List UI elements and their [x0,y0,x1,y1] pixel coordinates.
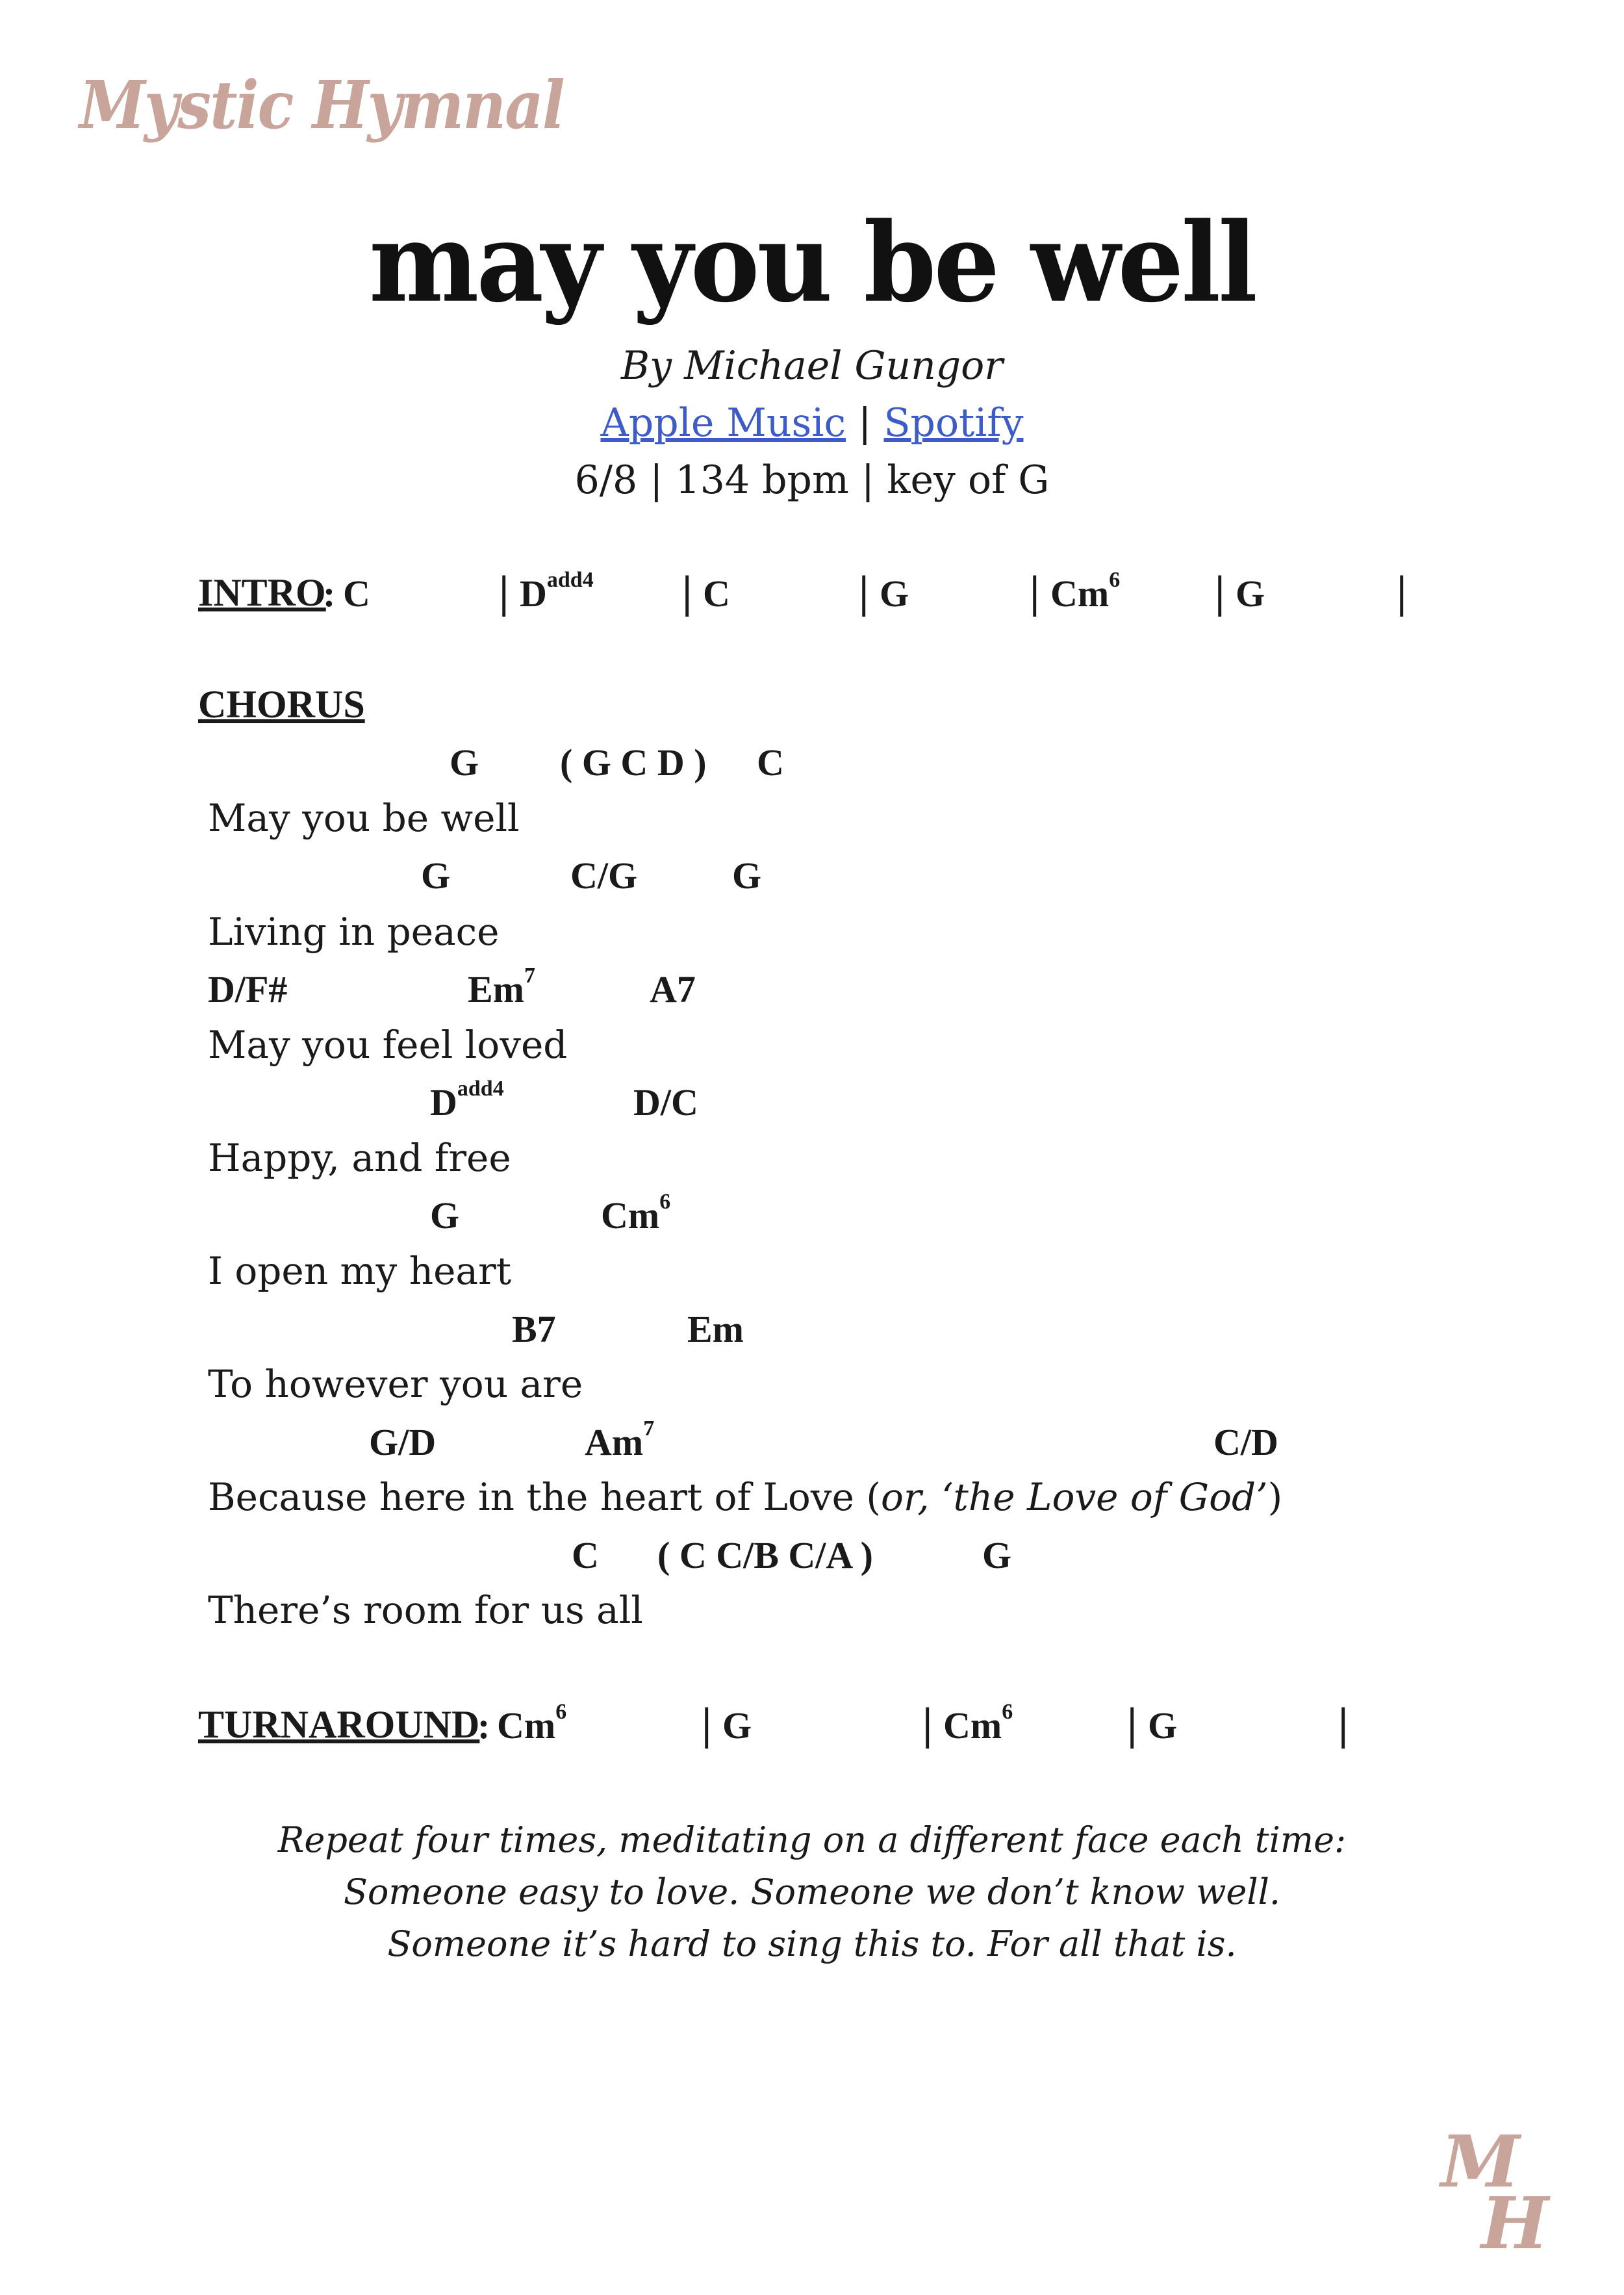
chord: G [421,854,451,897]
intro-chord: G [1236,572,1265,615]
song-title: may you be well [369,198,1255,327]
bar-line: | [1397,567,1407,617]
chord: Em$^7$ [468,964,535,1010]
intro-chord: C [703,572,730,615]
chord: B7 [512,1308,556,1350]
lyric-line: May you be well [208,796,520,840]
chord: $D^{add4}$ [430,1077,504,1123]
turnaround-chord: G [722,1704,752,1747]
monogram-logo [1436,2125,1553,2255]
bar-line: | [702,1699,712,1749]
intro-label: INTRO [198,571,326,614]
chord: A7 [650,968,696,1010]
brand-logo: Mystic Hymnal [79,66,564,144]
turnaround-colon: : [477,1704,490,1747]
bar-line: | [682,567,692,617]
turnaround-chord: Cm$^6$ [943,1700,1013,1747]
monogram-letter: H [1481,2181,1549,2255]
chord: Am$^7$ [585,1417,655,1463]
intro-chord: $D^{add4}$ [520,568,594,615]
apple-music-link[interactable]: Apple Music [600,400,846,446]
performance-note: Repeat four times, meditating on a different face each time: [277,1819,1347,1860]
turnaround-chord: G [1148,1704,1178,1747]
chord: C [572,1534,599,1576]
bar-line: | [499,567,509,617]
chord: G [982,1534,1012,1576]
chord: ( C C/B C/A ) [657,1534,873,1576]
chord: D/C [633,1081,698,1123]
chorus-label: CHORUS [198,683,365,726]
lyric-line: May you feel loved [208,1023,568,1067]
byline: By Michael Gungor [621,343,1003,389]
chord: C/G [570,854,638,897]
lyric-line: Happy, and free [208,1136,511,1180]
chord: C [757,741,784,784]
turnaround-chord: Cm$^6$ [497,1700,567,1747]
performance-note: Someone easy to love. Someone we don’t know well. [343,1871,1281,1912]
bar-line: | [859,567,869,617]
chord: C/D [1213,1421,1278,1463]
bar-line: | [1338,1699,1349,1749]
lyric-line: There’s room for us all [208,1588,643,1632]
song-meta: 6/8 | 134 bpm | key of G [574,457,1050,503]
chord: G [732,854,762,897]
lyric-line: Because here in the heart of Love (or, ‘the Love of God’) [208,1475,1283,1519]
monogram-letter: M [1441,2125,1520,2203]
intro-chord: C [343,572,370,615]
link-separator: | [858,400,872,446]
turnaround-label: TURNAROUND [198,1703,480,1746]
performance-note: Someone it’s hard to sing this to. For all that is. [387,1923,1237,1964]
lyric-line: Living in peace [208,910,500,954]
chord: G/D [369,1421,437,1463]
chord: G [450,741,479,784]
chord: D/F# [208,968,288,1010]
streaming-links [0,400,1624,446]
lyric-line: To however you are [208,1362,583,1406]
bar-line: | [1215,567,1225,617]
spotify-link[interactable]: Spotify [883,400,1024,446]
chord: G [430,1194,460,1237]
chord: ( G C D ) [560,741,707,784]
bar-line: | [1030,567,1040,617]
intro-colon: : [323,572,336,615]
lyric-line: I open my heart [208,1249,512,1293]
chord: Cm$^6$ [601,1190,671,1237]
intro-chord: G [880,572,909,615]
intro-chord: Cm$^6$ [1050,568,1121,615]
bar-line: | [922,1699,933,1749]
bar-line: | [1127,1699,1137,1749]
chord: Em [687,1308,744,1350]
